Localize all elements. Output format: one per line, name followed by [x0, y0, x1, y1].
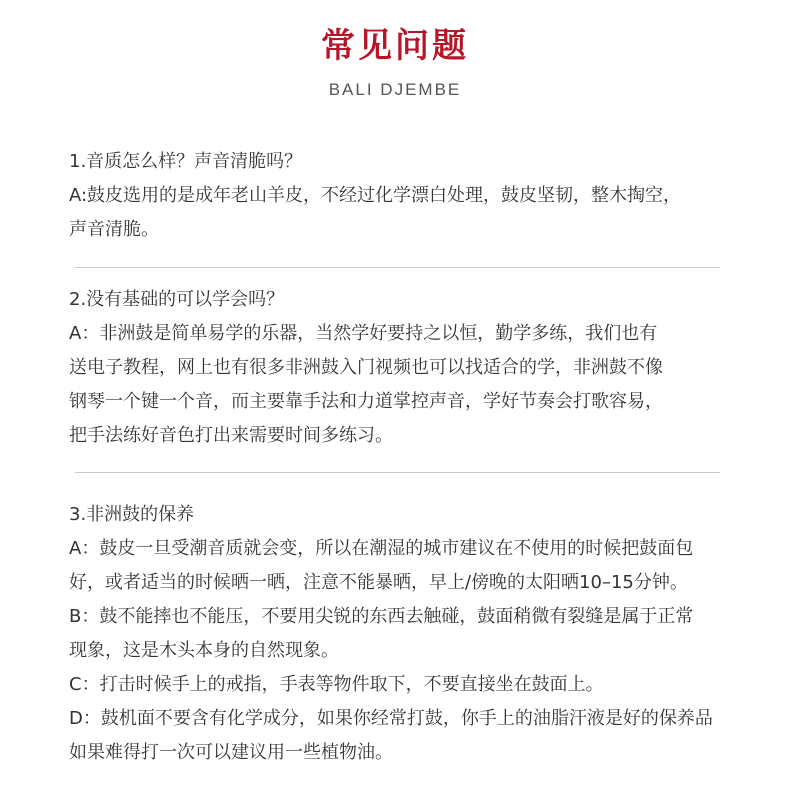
faq-answer-line: 现象，这是木头本身的自然现象。 — [69, 640, 339, 661]
faq-answer-line: A：鼓皮一旦受潮音质就会变，所以在潮湿的城市建议在不使用的时候把鼓面包 — [69, 538, 694, 559]
faq-answer-line: 送电子教程，网上也有很多非洲鼓入门视频也可以找适合的学，非洲鼓不像 — [69, 357, 663, 378]
faq-answer-line: 声音清脆。 — [69, 219, 159, 240]
faq-item-1 — [69, 145, 749, 247]
divider — [75, 472, 720, 473]
faq-question: 3.非洲鼓的保养 — [69, 504, 195, 525]
faq-answer-line: 钢琴一个键一个音，而主要靠手法和力道掌控声音，学好节奏会打歌容易， — [69, 391, 663, 412]
faq-question: 1.音质怎么样？声音清脆吗？ — [69, 151, 303, 172]
faq-answer-line: A:鼓皮选用的是成年老山羊皮，不经过化学漂白处理，鼓皮坚韧，整木掏空， — [69, 185, 682, 206]
faq-answer-line: C：打击时候手上的戒指，手表等物件取下，不要直接坐在鼓面上。 — [69, 674, 604, 695]
faq-answer-line: 如果难得打一次可以建议用一些植物油。 — [69, 742, 393, 763]
faq-answer-line: D：鼓机面不要含有化学成分，如果你经常打鼓，你手上的油脂汗液是好的保养品 — [69, 708, 713, 729]
page-title: 常见问题 — [321, 26, 469, 66]
page-subtitle: BALI DJEMBE — [328, 80, 462, 99]
faq-answer-line: 把手法练好音色打出来需要时间多练习。 — [69, 425, 393, 446]
faq-answer-line: 好，或者适当的时候晒一晒，注意不能暴晒，早上/傍晚的太阳晒10–15分钟。 — [69, 572, 688, 593]
divider — [75, 267, 720, 268]
faq-question: 2.没有基础的可以学会吗？ — [69, 289, 285, 310]
faq-item-3 — [69, 498, 749, 770]
faq-answer-line: B：鼓不能摔也不能压，不要用尖锐的东西去触碰，鼓面稍微有裂缝是属于正常 — [69, 606, 694, 627]
faq-item-2 — [69, 283, 749, 453]
faq-answer-line: A：非洲鼓是简单易学的乐器，当然学好要持之以恒，勤学多练，我们也有 — [69, 323, 658, 344]
